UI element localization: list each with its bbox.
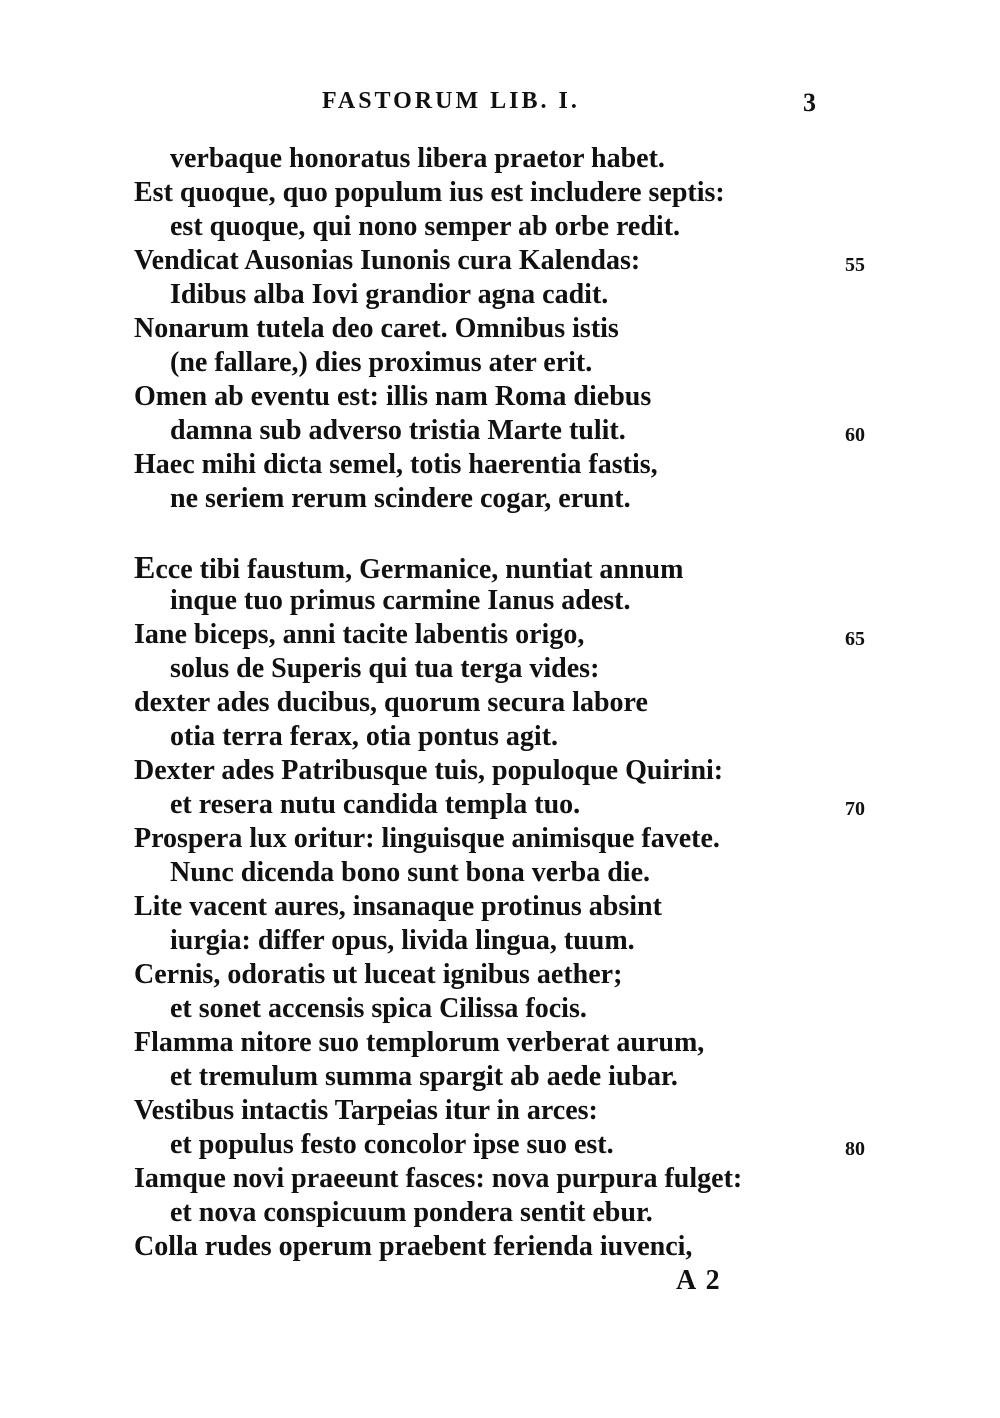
- verse-text: Colla rudes operum praebent ferienda iuvenci,: [134, 1231, 693, 1262]
- line-number: 55: [845, 254, 865, 276]
- line-number: 65: [845, 628, 865, 650]
- verse-text: damna sub adverso tristia Marte tulit.: [170, 415, 626, 446]
- verse-text: Prospera lux oritur: linguisque animisque favete.: [134, 823, 720, 854]
- verse-text: Flamma nitore suo templorum verberat aurum,: [134, 1027, 705, 1058]
- verse-text-rest: cce tibi faustum, Germanice, nuntiat annum: [155, 554, 684, 585]
- verse-text: et resera nutu candida templa tuo.: [170, 789, 581, 820]
- verse-text: et tremulum summa spargit ab aede iubar.: [170, 1061, 678, 1092]
- page-number: 3: [803, 88, 816, 117]
- verse-text: Iane biceps, anni tacite labentis origo,: [134, 619, 585, 650]
- printer-signature: A 2: [676, 1265, 722, 1296]
- verse-text: est quoque, qui nono semper ab orbe redit.: [170, 211, 681, 242]
- running-title: FASTORUM LIB. I.: [322, 88, 580, 114]
- verse-text: Dexter ades Patribusque tuis, populoque Quirini:: [134, 755, 724, 786]
- line-number: 80: [845, 1138, 865, 1160]
- verse-text: (ne fallare,) dies proximus ater erit.: [170, 347, 593, 378]
- verse-text: Nonarum tutela deo caret. Omnibus istis: [134, 313, 619, 344]
- verse-text: otia terra ferax, otia pontus agit.: [170, 721, 559, 752]
- verse-text: solus de Superis qui tua terga vides:: [170, 653, 600, 684]
- verse-text: verbaque honoratus libera praetor habet.: [170, 143, 665, 174]
- verse-text: Cernis, odoratis ut luceat ignibus aether;: [134, 959, 623, 990]
- verse-text: Idibus alba Iovi grandior agna cadit.: [170, 279, 609, 310]
- line-number: 70: [845, 798, 865, 820]
- verse-text: Vendicat Ausonias Iunonis cura Kalendas:: [134, 245, 641, 276]
- line-number: 60: [845, 424, 865, 446]
- verse-text: Est quoque, quo populum ius est includere septis:: [134, 177, 725, 208]
- verse-text: et nova conspicuum pondera sentit ebur.: [170, 1197, 653, 1228]
- verse-text: ne seriem rerum scindere cogar, erunt.: [170, 483, 631, 514]
- verse-text: inque tuo primus carmine Ianus adest.: [170, 585, 631, 616]
- verse-text: Haec mihi dicta semel, totis haerentia fastis,: [134, 449, 658, 480]
- verse-text: [134, 550, 683, 587]
- verse-text: Vestibus intactis Tarpeias itur in arces:: [134, 1095, 598, 1126]
- verse-text: dexter ades ducibus, quorum secura labore: [134, 687, 648, 718]
- verse-text: Nunc dicenda bono sunt bona verba die.: [170, 857, 651, 888]
- verse-text: Omen ab eventu est: illis nam Roma diebus: [134, 381, 652, 412]
- verse-text: et sonet accensis spica Cilissa focis.: [170, 993, 587, 1024]
- verse-text: Iamque novi praeeunt fasces: nova purpura fulget:: [134, 1163, 743, 1194]
- verse-text: iurgia: differ opus, livida lingua, tuum.: [170, 925, 635, 956]
- page-header: [0, 88, 1000, 128]
- verse-text: Lite vacent aures, insanaque protinus absint: [134, 891, 662, 922]
- verse-text: et populus festo concolor ipse suo est.: [170, 1129, 614, 1160]
- initial-letter: E: [134, 549, 156, 585]
